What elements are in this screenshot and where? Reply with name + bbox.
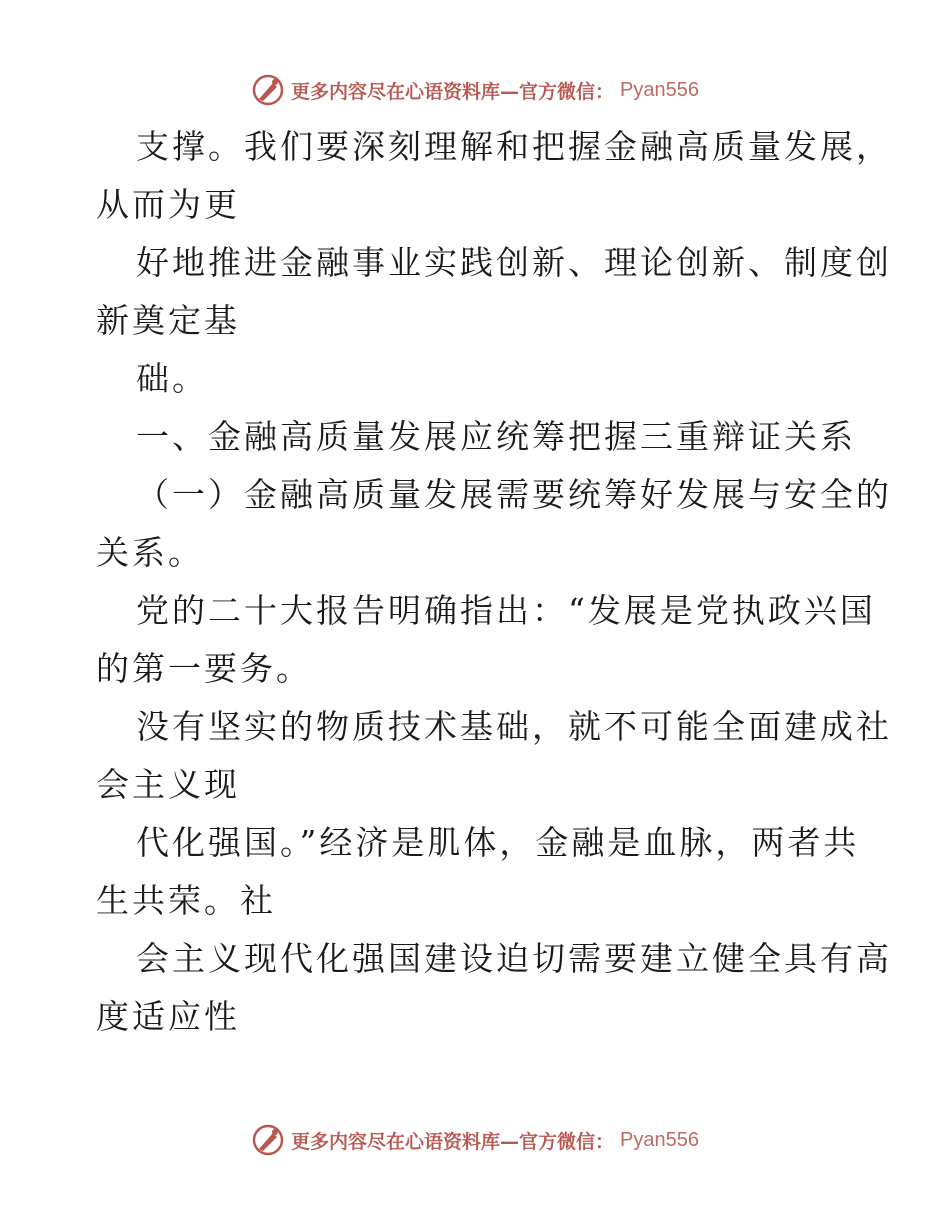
- pen-logo-icon: [251, 1123, 285, 1157]
- footer-watermark-id: Pyan556: [620, 1128, 699, 1151]
- footer-watermark-text: 更多内容尽在心语资料库—官方微信：: [291, 1130, 615, 1153]
- header-watermark-id: Pyan556: [620, 78, 699, 101]
- text-line: 度适应性: [96, 997, 240, 1036]
- text-line: 生共荣。社: [96, 881, 276, 920]
- text-line: 会主义现代化强国建设迫切需要建立健全具有高: [136, 939, 892, 978]
- text-line: 没有坚实的物质技术基础，就不可能全面建成社: [136, 707, 892, 746]
- text-line: 础。: [136, 359, 208, 398]
- footer-watermark: [0, 1120, 950, 1160]
- text-line: 从而为更: [96, 185, 240, 224]
- text-line: 好地推进金融事业实践创新、理论创新、制度创: [136, 243, 892, 282]
- text-line: 党的二十大报告明确指出：“发展是党执政兴国: [136, 591, 876, 630]
- text-line: 支撑。我们要深刻理解和把握金融高质量发展，: [136, 127, 892, 166]
- document-body: [96, 118, 892, 1046]
- text-line: 关系。: [96, 533, 204, 572]
- text-line: 新奠定基: [96, 301, 240, 340]
- header-watermark-text: 更多内容尽在心语资料库—官方微信：: [291, 80, 615, 103]
- subsection-heading: （一）金融高质量发展需要统筹好发展与安全的: [136, 475, 892, 514]
- text-line: 的第一要务。: [96, 649, 312, 688]
- header-watermark: [0, 70, 950, 110]
- pen-logo-icon: [251, 73, 285, 107]
- text-line: 会主义现: [96, 765, 240, 804]
- section-heading: 一、金融高质量发展应统筹把握三重辩证关系: [136, 417, 856, 456]
- text-line: 代化强国。”经济是肌体，金融是血脉，两者共: [136, 823, 860, 862]
